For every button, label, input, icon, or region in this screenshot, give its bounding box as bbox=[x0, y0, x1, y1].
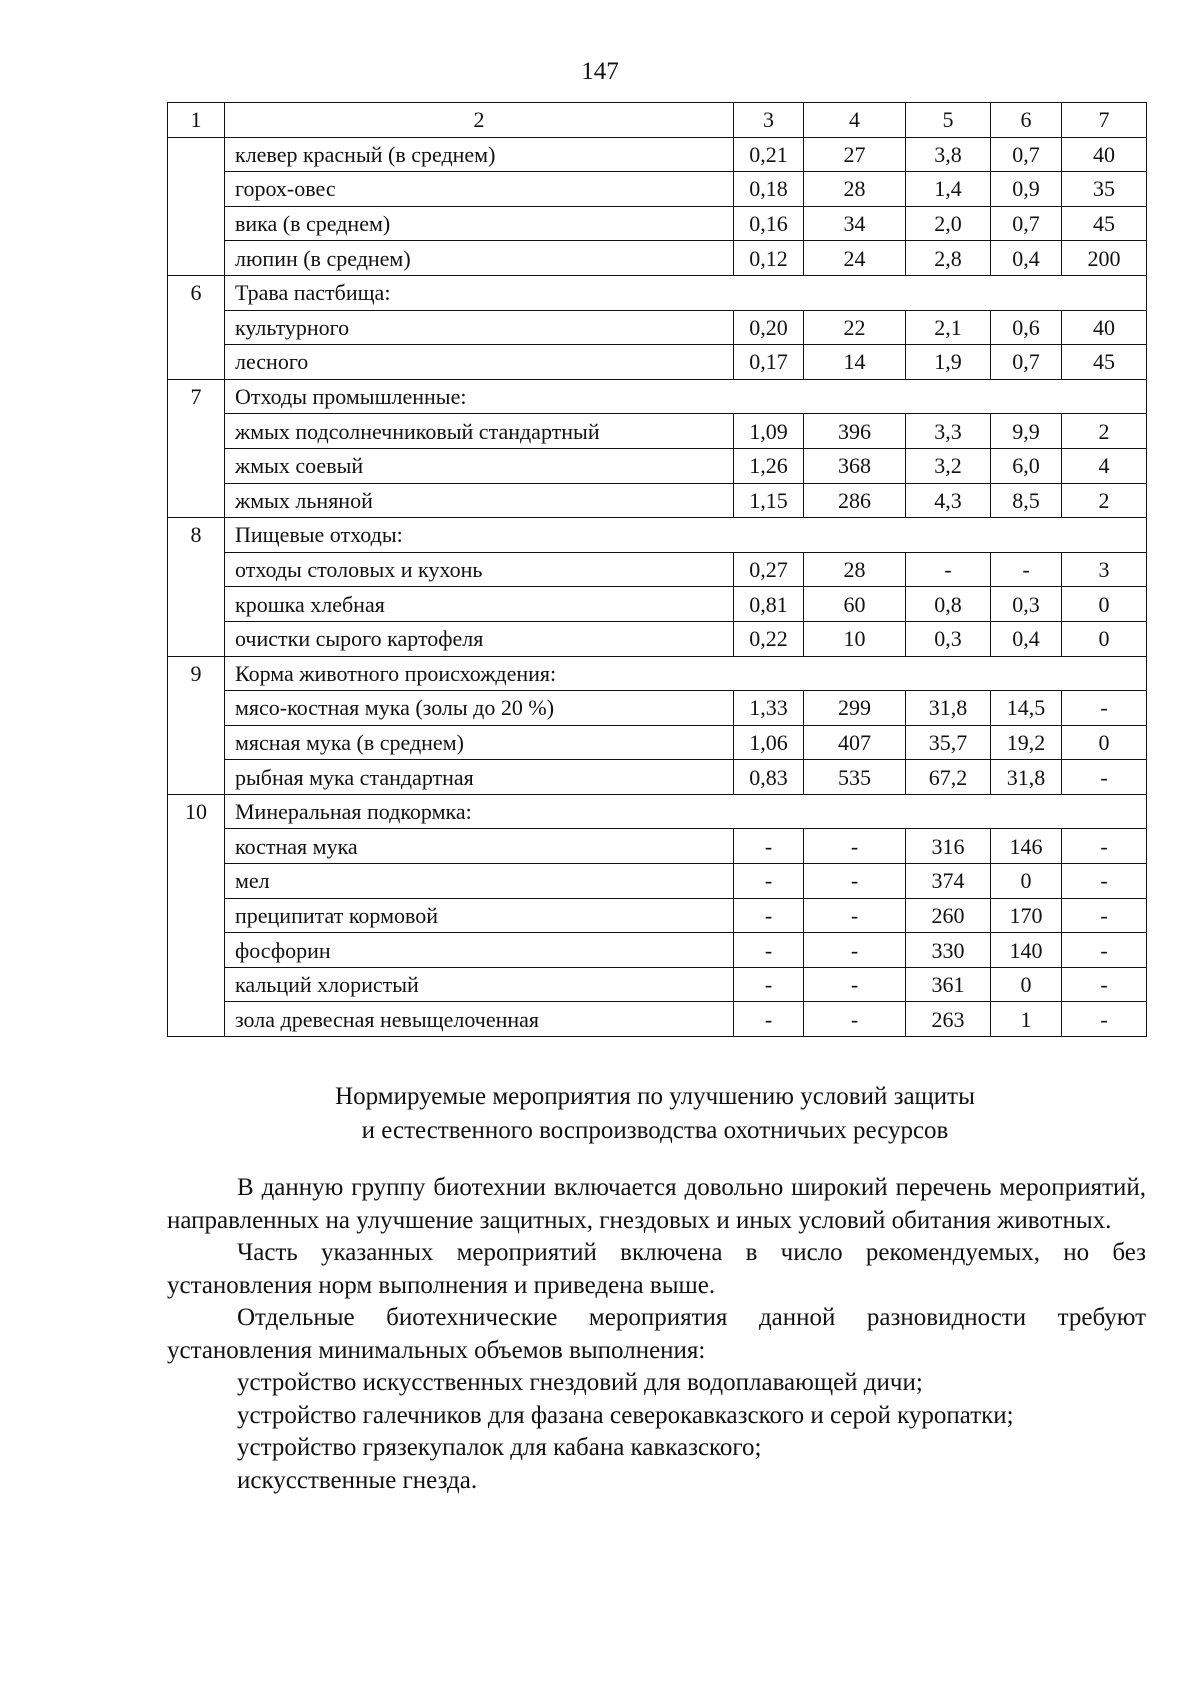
value-cell: 3,2 bbox=[906, 448, 991, 483]
value-cell: 0,3 bbox=[906, 621, 991, 656]
group-number-cell: 8 bbox=[168, 518, 225, 656]
value-cell: - bbox=[1062, 1002, 1147, 1037]
value-cell: 0,7 bbox=[991, 345, 1062, 380]
value-cell: 263 bbox=[906, 1002, 991, 1037]
value-cell: - bbox=[1062, 864, 1147, 899]
value-cell: 45 bbox=[1062, 206, 1147, 241]
feed-composition-table bbox=[167, 102, 1147, 1037]
table-row bbox=[168, 621, 1147, 656]
paragraph: Отдельные биотехнические мероприятия данной разновидности требуют установления минимальных объемов выполнения: bbox=[167, 1304, 1146, 1364]
feed-name-cell: зола древесная невыщелоченная bbox=[225, 1002, 734, 1037]
value-cell: - bbox=[1062, 691, 1147, 726]
value-cell: 2 bbox=[1062, 414, 1147, 449]
value-cell: - bbox=[804, 1002, 906, 1037]
value-cell: - bbox=[1062, 898, 1147, 933]
value-cell: 45 bbox=[1062, 345, 1147, 380]
value-cell: 6,0 bbox=[991, 448, 1062, 483]
list-item: устройство грязекупалок для кабана кавказского; bbox=[237, 1434, 762, 1461]
value-cell: - bbox=[734, 898, 804, 933]
group-title-row bbox=[168, 794, 1147, 829]
value-cell: 9,9 bbox=[991, 414, 1062, 449]
table-row bbox=[168, 691, 1147, 726]
paragraph: Часть указанных мероприятий включена в число рекомендуемых, но без установления норм выполнения и приведена выше. bbox=[167, 1239, 1146, 1299]
value-cell: 31,8 bbox=[991, 760, 1062, 795]
table-row bbox=[168, 206, 1147, 241]
value-cell: 0,7 bbox=[991, 137, 1062, 172]
value-cell: 0 bbox=[991, 864, 1062, 899]
value-cell: 0,83 bbox=[734, 760, 804, 795]
header-cell: 1 bbox=[168, 103, 225, 138]
table-header-row bbox=[168, 103, 1147, 138]
table-row bbox=[168, 310, 1147, 345]
feed-name-cell: рыбная мука стандартная bbox=[225, 760, 734, 795]
value-cell: 19,2 bbox=[991, 725, 1062, 760]
value-cell: 2,1 bbox=[906, 310, 991, 345]
value-cell: 140 bbox=[991, 933, 1062, 968]
table-row bbox=[168, 448, 1147, 483]
value-cell: 0 bbox=[1062, 621, 1147, 656]
value-cell: 0,20 bbox=[734, 310, 804, 345]
table-row bbox=[168, 483, 1147, 518]
value-cell: 60 bbox=[804, 587, 906, 622]
group-number-cell: 10 bbox=[168, 794, 225, 1036]
value-cell: 407 bbox=[804, 725, 906, 760]
table-row bbox=[168, 967, 1147, 1002]
value-cell: 1,33 bbox=[734, 691, 804, 726]
value-cell: 0,4 bbox=[991, 241, 1062, 276]
feed-name-cell: костная мука bbox=[225, 829, 734, 864]
value-cell: - bbox=[804, 864, 906, 899]
value-cell: - bbox=[906, 552, 991, 587]
value-cell: 286 bbox=[804, 483, 906, 518]
value-cell: 330 bbox=[906, 933, 991, 968]
value-cell: 0,12 bbox=[734, 241, 804, 276]
value-cell: - bbox=[734, 933, 804, 968]
feed-name-cell: культурного bbox=[225, 310, 734, 345]
heading-line: и естественного воспроизводства охотничьих ресурсов bbox=[361, 1117, 949, 1144]
value-cell: 4 bbox=[1062, 448, 1147, 483]
group-title-row bbox=[168, 379, 1147, 414]
value-cell: 27 bbox=[804, 137, 906, 172]
heading-line: Нормируемые мероприятия по улучшению условий защиты bbox=[335, 1083, 975, 1110]
value-cell: - bbox=[1062, 967, 1147, 1002]
value-cell: 1,09 bbox=[734, 414, 804, 449]
value-cell: 0,8 bbox=[906, 587, 991, 622]
value-cell: 1,9 bbox=[906, 345, 991, 380]
value-cell: 0,6 bbox=[991, 310, 1062, 345]
value-cell: 368 bbox=[804, 448, 906, 483]
value-cell: - bbox=[1062, 933, 1147, 968]
group-number-cell: 7 bbox=[168, 379, 225, 517]
feed-name-cell: мел bbox=[225, 864, 734, 899]
value-cell: 0,7 bbox=[991, 206, 1062, 241]
value-cell: 0 bbox=[991, 967, 1062, 1002]
feed-name-cell: очистки сырого картофеля bbox=[225, 621, 734, 656]
value-cell: 535 bbox=[804, 760, 906, 795]
value-cell: - bbox=[734, 1002, 804, 1037]
value-cell: 0 bbox=[1062, 725, 1147, 760]
value-cell: - bbox=[804, 967, 906, 1002]
page-number: 147 bbox=[581, 58, 619, 85]
section-heading bbox=[0, 1080, 1200, 1148]
value-cell: 28 bbox=[804, 172, 906, 207]
value-cell: - bbox=[804, 898, 906, 933]
feed-table-body bbox=[168, 103, 1147, 1037]
feed-name-cell: горох-овес bbox=[225, 172, 734, 207]
feed-name-cell: фосфорин bbox=[225, 933, 734, 968]
table-row bbox=[168, 829, 1147, 864]
feed-name-cell: лесного bbox=[225, 345, 734, 380]
value-cell: 260 bbox=[906, 898, 991, 933]
feed-name-cell: преципитат кормовой bbox=[225, 898, 734, 933]
group-title-row bbox=[168, 656, 1147, 691]
feed-name-cell: мясо-костная мука (золы до 20 %) bbox=[225, 691, 734, 726]
value-cell: 22 bbox=[804, 310, 906, 345]
value-cell: 8,5 bbox=[991, 483, 1062, 518]
header-cell: 5 bbox=[906, 103, 991, 138]
value-cell: - bbox=[1062, 829, 1147, 864]
value-cell: 396 bbox=[804, 414, 906, 449]
value-cell: - bbox=[804, 933, 906, 968]
value-cell: 10 bbox=[804, 621, 906, 656]
feed-name-cell: жмых льняной bbox=[225, 483, 734, 518]
value-cell: 1,26 bbox=[734, 448, 804, 483]
list-item: устройство искусственных гнездовий для водоплавающей дичи; bbox=[237, 1369, 923, 1396]
feed-name-cell: жмых подсолнечниковый стандартный bbox=[225, 414, 734, 449]
value-cell: 200 bbox=[1062, 241, 1147, 276]
value-cell: 316 bbox=[906, 829, 991, 864]
value-cell: 0,27 bbox=[734, 552, 804, 587]
value-cell: 34 bbox=[804, 206, 906, 241]
table-row bbox=[168, 898, 1147, 933]
group-title-cell: Минеральная подкормка: bbox=[225, 794, 1147, 829]
header-cell: 2 bbox=[225, 103, 734, 138]
value-cell: - bbox=[734, 967, 804, 1002]
value-cell: 0,17 bbox=[734, 345, 804, 380]
header-cell: 6 bbox=[991, 103, 1062, 138]
value-cell: 0,16 bbox=[734, 206, 804, 241]
table-row bbox=[168, 137, 1147, 172]
header-cell: 4 bbox=[804, 103, 906, 138]
header-cell: 7 bbox=[1062, 103, 1147, 138]
value-cell: 0,4 bbox=[991, 621, 1062, 656]
value-cell: 0,22 bbox=[734, 621, 804, 656]
value-cell: 299 bbox=[804, 691, 906, 726]
group-title-cell: Корма животного происхождения: bbox=[225, 656, 1147, 691]
value-cell: 3 bbox=[1062, 552, 1147, 587]
feed-name-cell: клевер красный (в среднем) bbox=[225, 137, 734, 172]
table-row bbox=[168, 345, 1147, 380]
feed-name-cell: мясная мука (в среднем) bbox=[225, 725, 734, 760]
group-title-cell: Отходы промышленные: bbox=[225, 379, 1147, 414]
value-cell: 0,18 bbox=[734, 172, 804, 207]
value-cell: 14,5 bbox=[991, 691, 1062, 726]
list-item: искусственные гнезда. bbox=[237, 1466, 478, 1494]
feed-name-cell: отходы столовых и кухонь bbox=[225, 552, 734, 587]
table-row bbox=[168, 414, 1147, 449]
value-cell: 31,8 bbox=[906, 691, 991, 726]
table-row bbox=[168, 241, 1147, 276]
value-cell: 67,2 bbox=[906, 760, 991, 795]
value-cell: 3,3 bbox=[906, 414, 991, 449]
value-cell: 0 bbox=[1062, 587, 1147, 622]
value-cell: 374 bbox=[906, 864, 991, 899]
group-number-cell: 9 bbox=[168, 656, 225, 794]
table-row bbox=[168, 1002, 1147, 1037]
table-row bbox=[168, 587, 1147, 622]
table-row bbox=[168, 760, 1147, 795]
value-cell: 2,0 bbox=[906, 206, 991, 241]
value-cell: - bbox=[1062, 760, 1147, 795]
value-cell: 361 bbox=[906, 967, 991, 1002]
table-row bbox=[168, 552, 1147, 587]
header-cell: 3 bbox=[734, 103, 804, 138]
value-cell: 1,4 bbox=[906, 172, 991, 207]
value-cell: 40 bbox=[1062, 310, 1147, 345]
feed-name-cell: люпин (в среднем) bbox=[225, 241, 734, 276]
value-cell: 2 bbox=[1062, 483, 1147, 518]
value-cell: 0,9 bbox=[991, 172, 1062, 207]
feed-name-cell: жмых соевый bbox=[225, 448, 734, 483]
value-cell: 24 bbox=[804, 241, 906, 276]
value-cell: 28 bbox=[804, 552, 906, 587]
group-title-row bbox=[168, 275, 1147, 310]
table-row bbox=[168, 864, 1147, 899]
table-row bbox=[168, 933, 1147, 968]
table-row bbox=[168, 725, 1147, 760]
value-cell: 3,8 bbox=[906, 137, 991, 172]
value-cell: 35 bbox=[1062, 172, 1147, 207]
group-title-cell: Пищевые отходы: bbox=[225, 518, 1147, 553]
group-title-cell: Трава пастбища: bbox=[225, 275, 1147, 310]
value-cell: 1,06 bbox=[734, 725, 804, 760]
group-title-row bbox=[168, 518, 1147, 553]
group-number-cell bbox=[168, 137, 225, 275]
value-cell: 40 bbox=[1062, 137, 1147, 172]
feed-name-cell: вика (в среднем) bbox=[225, 206, 734, 241]
value-cell: 1 bbox=[991, 1002, 1062, 1037]
paragraph: В данную группу биотехнии включается довольно широкий перечень мероприятий, направленных на улучшение защитных, гнездовых и иных условий обитания животных. bbox=[167, 1174, 1146, 1234]
table-row bbox=[168, 172, 1147, 207]
value-cell: 0,3 bbox=[991, 587, 1062, 622]
value-cell: 0,21 bbox=[734, 137, 804, 172]
feed-name-cell: крошка хлебная bbox=[225, 587, 734, 622]
value-cell: - bbox=[734, 864, 804, 899]
group-number-cell: 6 bbox=[168, 275, 225, 379]
list-item: устройство галечников для фазана северокавказского и серой куропатки; bbox=[237, 1401, 1014, 1429]
feed-name-cell: кальций хлористый bbox=[225, 967, 734, 1002]
value-cell: 2,8 bbox=[906, 241, 991, 276]
value-cell: 14 bbox=[804, 345, 906, 380]
value-cell: - bbox=[734, 829, 804, 864]
value-cell: 170 bbox=[991, 898, 1062, 933]
value-cell: - bbox=[991, 552, 1062, 587]
value-cell: 1,15 bbox=[734, 483, 804, 518]
value-cell: - bbox=[804, 829, 906, 864]
section-text bbox=[167, 1172, 1146, 1497]
value-cell: 146 bbox=[991, 829, 1062, 864]
value-cell: 4,3 bbox=[906, 483, 991, 518]
value-cell: 35,7 bbox=[906, 725, 991, 760]
value-cell: 0,81 bbox=[734, 587, 804, 622]
